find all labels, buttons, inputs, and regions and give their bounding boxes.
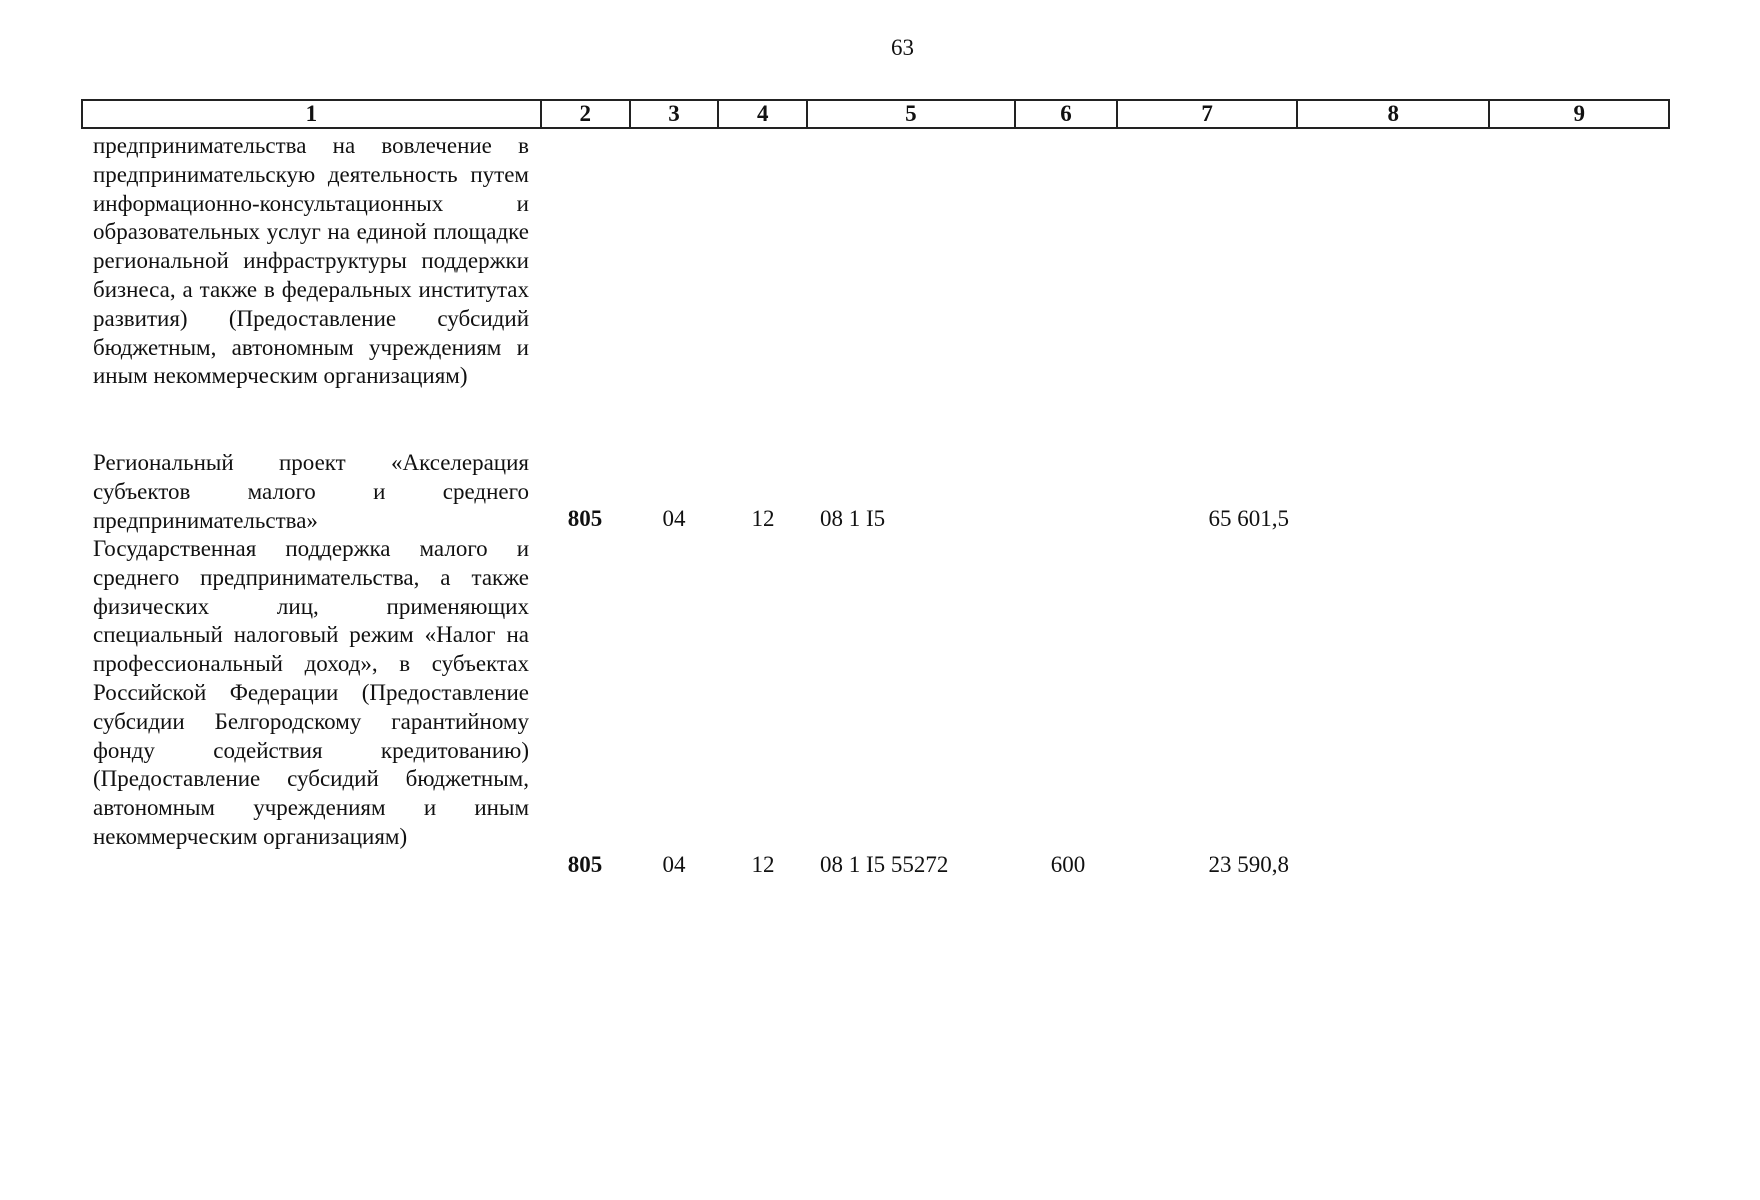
row-2-col2: 805	[567, 506, 603, 531]
column-header-6: 6	[1016, 101, 1119, 127]
row-3-description: Государственная поддержка малого и среднего предпринимательства, а также физических лиц, применяющих специальный налоговый режим «Налог на профессиональный доход», в субъектах Российской Федерации (Предоставление субсидии Белгородскому гарантийному фонду содействия кредитованию) (Предоставление субсидий бюджетным, автономным учреждениям и иным некоммерческим организациям)	[93, 536, 529, 849]
column-header-8: 8	[1298, 101, 1491, 127]
row-2-col3: 04	[662, 506, 686, 531]
row-3-col6: 600	[1050, 852, 1086, 877]
row-2-col7: 65 601,5	[1208, 506, 1289, 531]
row-3-col7: 23 590,8	[1208, 852, 1289, 877]
column-header-3: 3	[631, 101, 720, 127]
row-1-description: предпринимательства на вовлечение в предпринимательскую деятельность путем информационно-консультационных и образовательных услуг на единой площадке региональной инфраструктуры поддержки бизнеса, а также в федеральных институтах развития) (Предоставление субсидий бюджетным, автономным учреждениям и иным некоммерческим организациям)	[93, 133, 529, 389]
page-number: 63	[891, 35, 914, 60]
row-2-col5: 08 1 I5	[820, 506, 886, 531]
row-3-col4: 12	[751, 852, 775, 877]
column-header-7: 7	[1118, 101, 1298, 127]
row-2-col4: 12	[751, 506, 775, 531]
row-3-col2: 805	[567, 852, 603, 877]
column-header-5: 5	[808, 101, 1015, 127]
row-3-col5: 08 1 I5 55272	[820, 852, 949, 877]
column-header-9: 9	[1573, 101, 1585, 126]
column-header-1: 1	[83, 101, 542, 127]
row-2-description: Региональный проект «Акселерация субъектов малого и среднего предпринимательства»	[93, 450, 529, 533]
column-header-2: 2	[542, 101, 631, 127]
column-header-row	[81, 99, 1670, 129]
column-header-4: 4	[719, 101, 808, 127]
row-3-col3: 04	[662, 852, 686, 877]
